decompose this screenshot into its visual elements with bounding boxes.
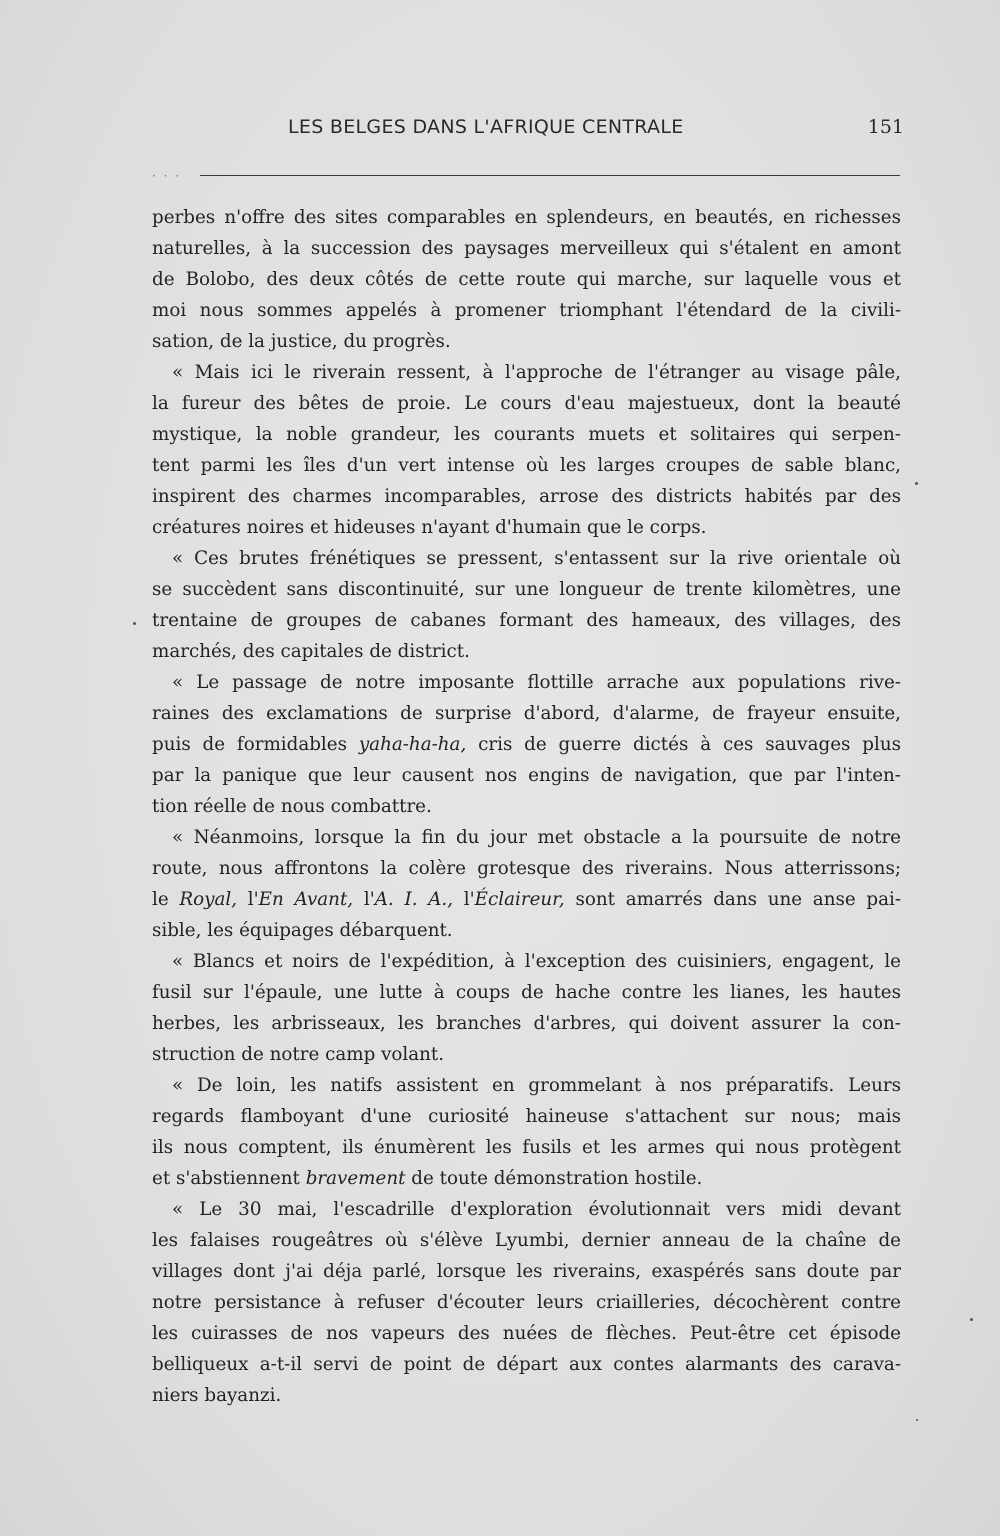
- italic-text: A. I. A.,: [374, 889, 454, 910]
- text-segment: de toute démonstration hostile.: [405, 1168, 703, 1189]
- text-line: villages dont j'ai déja parlé, lorsque les riverains, exaspérés sans doute par: [152, 1261, 901, 1282]
- text-line: belliqueux a-t-il servi de point de départ aux contes alarmants des carava-: [152, 1354, 901, 1375]
- text-line: moi nous sommes appelés à promener triomphant l'étendard de la civili-: [152, 300, 901, 321]
- text-segment: et s'abstiennent: [152, 1168, 306, 1189]
- paper-speck: [916, 1419, 918, 1421]
- text-line: trentaine de groupes de cabanes formant des hameaux, des villages, des: [152, 610, 901, 631]
- italic-text: Royal,: [179, 889, 238, 910]
- text-line: herbes, les arbrisseaux, les branches d'arbres, qui doivent assurer la con-: [152, 1013, 901, 1034]
- text-line: sible, les équipages débarquent.: [152, 920, 453, 941]
- text-line: se succèdent sans discontinuité, sur une longueur de trente kilomètres, une: [152, 579, 901, 600]
- text-line: « Le passage de notre imposante flottille arrache aux populations rive-: [172, 672, 901, 693]
- text-segment: l': [453, 889, 475, 910]
- text-line: « Le 30 mai, l'escadrille d'exploration évolutionnait vers midi devant: [172, 1199, 901, 1220]
- text-line: de Bolobo, des deux côtés de cette route qui marche, sur laquelle vous et: [152, 269, 901, 290]
- text-line: tion réelle de nous combattre.: [152, 796, 432, 817]
- text-line: regards flamboyant d'une curiosité haineuse s'attachent sur nous; mais: [152, 1106, 901, 1127]
- text-segment: l': [353, 889, 375, 910]
- text-line: « Mais ici le riverain ressent, à l'approche de l'étranger au visage pâle,: [172, 362, 901, 383]
- text-line: [152, 884, 901, 915]
- header-rule: [200, 175, 900, 176]
- text-line: ils nous comptent, ils énumèrent les fusils et les armes qui nous protègent: [152, 1137, 901, 1158]
- text-line: les cuirasses de nos vapeurs des nuées de flèches. Peut-être cet épisode: [152, 1323, 901, 1344]
- rule-dots: · · ·: [152, 169, 182, 183]
- text-line: « Blancs et noirs de l'expédition, à l'exception des cuisiniers, engagent, le: [172, 951, 901, 972]
- text-line: « Néanmoins, lorsque la fin du jour met obstacle a la poursuite de notre: [172, 827, 901, 848]
- text-line: les falaises rougeâtres où s'élève Lyumbi, dernier anneau de la chaîne de: [152, 1230, 901, 1251]
- text-line: sation, de la justice, du progrès.: [152, 331, 451, 352]
- text-line: notre persistance à refuser d'écouter leurs criailleries, décochèrent contre: [152, 1292, 901, 1313]
- text-line: raines des exclamations de surprise d'abord, d'alarme, de frayeur ensuite,: [152, 703, 901, 724]
- text-segment: l': [237, 889, 259, 910]
- paper-speck: [970, 1318, 973, 1321]
- italic-text: Éclaireur,: [474, 889, 565, 910]
- italic-text: En Avant,: [258, 889, 354, 910]
- text-segment: sont amarrés dans une anse pai-: [564, 889, 901, 910]
- text-line: marchés, des capitales de district.: [152, 641, 470, 662]
- paper-speck: [915, 482, 918, 485]
- text-line: perbes n'offre des sites comparables en splendeurs, en beautés, en richesses: [152, 207, 901, 228]
- body-text: [152, 202, 901, 1411]
- text-line: inspirent des charmes incomparables, arrose des districts habités par des: [152, 486, 901, 507]
- text-line: la fureur des bêtes de proie. Le cours d'eau majestueux, dont la beauté: [152, 393, 901, 414]
- text-segment: cris de guerre dictés à ces sauvages plus: [466, 734, 901, 755]
- text-line: struction de notre camp volant.: [152, 1044, 445, 1065]
- page-number: 151: [867, 116, 904, 138]
- text-line: fusil sur l'épaule, une lutte à coups de hache contre les lianes, les hautes: [152, 982, 901, 1003]
- text-segment: puis de formidables: [152, 734, 359, 755]
- running-head: [150, 116, 904, 146]
- text-line: route, nous affrontons la colère grotesque des riverains. Nous atterrissons;: [152, 858, 901, 879]
- text-line: naturelles, à la succession des paysages merveilleux qui s'étalent en amont: [152, 238, 901, 259]
- text-line: « Ces brutes frénétiques se pressent, s'entassent sur la rive orientale où: [172, 548, 901, 569]
- paper-speck: [133, 622, 136, 625]
- text-line: niers bayanzi.: [152, 1385, 282, 1406]
- running-title: LES BELGES DANS L'AFRIQUE CENTRALE: [288, 116, 684, 138]
- text-line: [152, 729, 901, 760]
- text-segment: le: [152, 889, 180, 910]
- text-line: mystique, la noble grandeur, les courants muets et solitaires qui serpen-: [152, 424, 901, 445]
- text-line: créatures noires et hideuses n'ayant d'humain que le corps.: [152, 517, 707, 538]
- text-line: [152, 1163, 901, 1194]
- text-line: tent parmi les îles d'un vert intense où les larges croupes de sable blanc,: [152, 455, 901, 476]
- text-line: « De loin, les natifs assistent en grommelant à nos préparatifs. Leurs: [172, 1075, 901, 1096]
- italic-text: yaha-ha-ha,: [358, 734, 467, 755]
- text-line: par la panique que leur causent nos engins de navigation, que par l'inten-: [152, 765, 901, 786]
- italic-text: bravement: [305, 1168, 406, 1189]
